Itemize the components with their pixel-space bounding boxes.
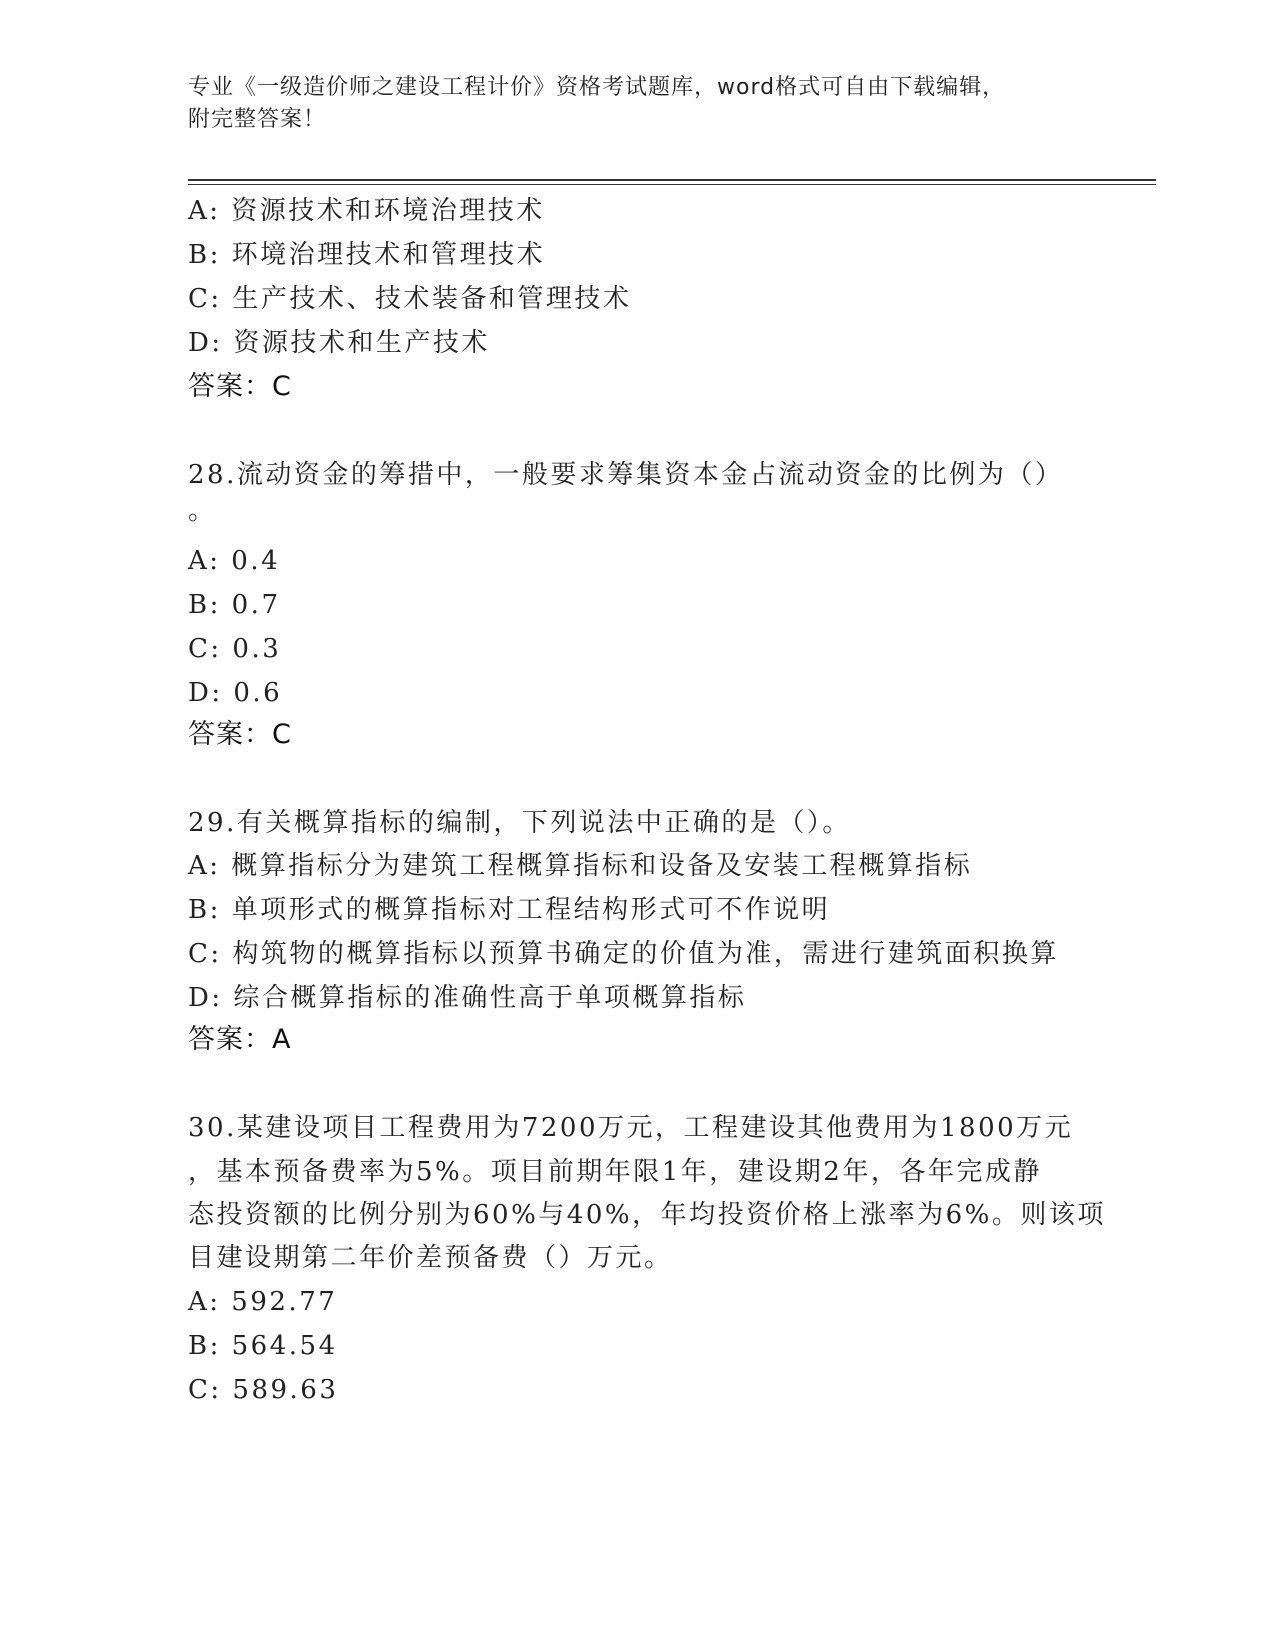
q27-option-d: D: 资源技术和生产技术 [188, 328, 490, 358]
q29-option-d: D: 综合概算指标的准确性高于单项概算指标 [188, 983, 747, 1013]
q29-option-b: B: 单项形式的概算指标对工程结构形式可不作说明 [188, 895, 831, 925]
q29-option-a: A: 概算指标分为建筑工程概算指标和设备及安装工程概算指标 [188, 851, 973, 881]
q28-answer: 答案：C [188, 719, 292, 750]
q29-stem: 29.有关概算指标的编制，下列说法中正确的是（）。 [188, 808, 851, 838]
q28-stem: 28.流动资金的筹措中，一般要求筹集资本金占流动资金的比例为（） [188, 460, 1064, 490]
q30-option-c: C: 589.63 [188, 1375, 339, 1405]
q30-stem: 30.某建设项目工程费用为7200万元，工程建设其他费用为1800万元 [188, 1113, 1074, 1143]
header-title-line-2: 附完整答案！ [188, 107, 327, 132]
q28-stem-continuation: 。 [188, 496, 217, 526]
q29-answer: 答案：A [188, 1024, 292, 1055]
q28-option-d: D: 0.6 [188, 678, 283, 708]
header-title-line: 专业《一级造价师之建设工程计价》资格考试题库，word格式可自由下载编辑， [188, 75, 1006, 100]
q27-option-c: C: 生产技术、技术装备和管理技术 [188, 284, 632, 314]
header-divider-thin [188, 184, 1156, 185]
document-header [188, 72, 1088, 136]
header-divider-thick [188, 179, 1156, 181]
q30-stem-line-2: ，基本预备费率为5%。项目前期年限1年，建设期2年，各年完成静 [188, 1157, 1042, 1187]
q30-stem-line-4: 目建设期第二年价差预备费（）万元。 [188, 1243, 673, 1273]
q30-option-a: A: 592.77 [188, 1287, 338, 1317]
q28-option-b: B: 0.7 [188, 590, 281, 620]
q27-option-b: B: 环境治理技术和管理技术 [188, 240, 546, 270]
q29-option-c: C: 构筑物的概算指标以预算书确定的价值为准，需进行建筑面积换算 [188, 939, 1059, 969]
q28-option-c: C: 0.3 [188, 634, 282, 664]
q30-stem-line-3: 态投资额的比例分别为60%与40%，年均投资价格上涨率为6%。则该项 [188, 1200, 1106, 1230]
q30-option-b: B: 564.54 [188, 1331, 338, 1361]
q27-answer: 答案：C [188, 371, 292, 402]
q28-option-a: A: 0.4 [188, 546, 281, 576]
q27-option-a: A: 资源技术和环境治理技术 [188, 196, 545, 226]
